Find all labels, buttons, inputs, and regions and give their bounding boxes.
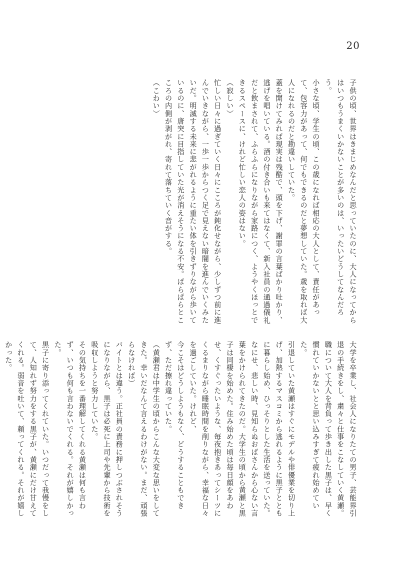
paragraph: バイトとは違う。正社員の責務に押しつぶされそうになりながら、黒子は必死に上司や先輩から技術を吸収しようと努力していた。 (90, 341, 125, 517)
paragraph (0, 341, 2, 524)
paragraph: 黒子に寄り添ってくれていた。いつだって我慢をして、人知れず努力をする黒子が、黄瀬にだけ甘えてくれる。弱音を吐いて、頼ってくれる。それが嬉しかった。 (4, 341, 51, 517)
paragraph: 引退していた黄瀬はすぐにモデルや俳優業を切り上げ、加熱するマスコミから逃れるように黒子とともに暮らし始め、ひっそりとした生活を送っていた。 (262, 341, 297, 517)
paragraph: なにせ、悲しい時、見知らぬおばさんから心ない言葉をかけられてきたのだ。大学生の頃から黄瀬と黒子は同棲を始めた。住み始めた頃は毎日顔をあわせ、くすぐったいような、毎夜抱きあってシーツにくるまりながら睡眠時間を削りながら、幸福な日々を過ごしていた。けれど、 (189, 341, 260, 517)
body-text-lower (4, 341, 359, 524)
paragraph: （寂しい） (226, 79, 236, 118)
paragraph: 職について大人を背負って歩き出した黒子は、早く慣れていかないとと思い込みすぎて疲れ始めていた。 (299, 341, 334, 517)
page-number: 20 (346, 41, 360, 52)
paragraph: （黄瀬君は中学生の頃からこんな大変な思いをしてきた。幸いだなんて言えるわけがない。まだ、頑張らなければ） (127, 341, 162, 517)
paragraph: 忙しい日々に過ぎていく日々にこころが鈍化せながら、少しずつ前に進んでいきながら、一歩一歩からつく足で見えない暗闇を進んでいくみたいだ。明滅する未来に悲がれるように重たい体を引きずりながら歩いているのに、唐突に目指していた光が消えそうになる不安。ぱらぱらとこころの内側が剥がれ、寄れて落ちていく音がする。 (164, 79, 223, 324)
paragraph: 子供の頃、世界はきまじめなんだと思っていたのに、大人になってからはいつもうまくいかないことが多いのは、いったいどうしてなんだろう。 (324, 79, 358, 324)
paragraph: 蓋を開けてみれば現実は残酷で、頭を下げ、謝罪の言葉ばかり吐かり、逃げを唱いている。酒の付き合いも来てはなくて、新入社員の通過儀礼だと飲まされて、ふらふらになりながら家路につく、ようやくほっとできるスペースに、けれど忙しい恋人の姿はない。 (238, 79, 285, 324)
paragraph: 大学を卒業し、社会人になりたての男子、芸能界引退の手続きをし、粛々と仕事をこなしていく黄瀬。 (336, 341, 358, 517)
paragraph: その気持ちを一番理解してくれる黄瀬は何も言わず、いつも何も言わないでくれる。それが嬉しかった。 (53, 341, 88, 517)
paragraph: 小さな頃、学生の頃、この歳になれば相応の大人として、責任があって、包容力があって、何でもできるのだと夢想していた。歳を取れば大人になれるのだと勘違いしていた。 (287, 79, 322, 324)
paragraph: （こわい） (152, 79, 162, 118)
body-text-upper (35, 79, 359, 331)
paragraph: 今こそはどうしようもなく、どうすることもできず、ただ擦れ違っていた。 (164, 341, 186, 510)
